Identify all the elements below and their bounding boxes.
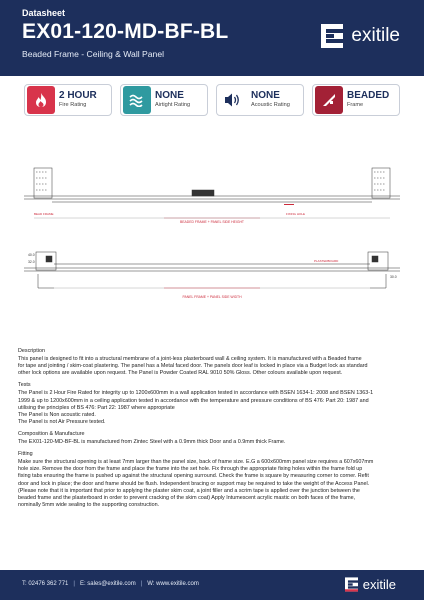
dimension-3: 30.0: [390, 275, 397, 279]
text-line: nominally 5mm wide sealing to the supporting construction.: [18, 501, 160, 508]
ceiling-section-drawing: [24, 168, 400, 202]
frame-icon: [315, 86, 343, 114]
exitile-logo-mark-icon: [345, 577, 358, 592]
text-line: utilising the principles of BS 476: Part 22: 1987 where appropriate: [18, 404, 175, 411]
product-code-title: EX01-120-MD-BF-BL: [22, 20, 229, 43]
fire-rating-value: 2 HOUR: [59, 90, 97, 102]
section-title: Fitting: [18, 451, 33, 458]
text-line: for tape and jointing / skim-coat plastering. The panel has a Metal faced door. The panels door leaf is locked in place via a Budget lock as standard: [18, 363, 368, 370]
flame-icon: [27, 86, 55, 114]
text-line: Make sure the structural opening is at least 7mm larger than the panel size, back of frame size. E.G a 600x600mm panel size requires a 607x607mm: [18, 459, 374, 466]
text-line: The EX01-120-MD-BF-BL is manufactured from Zintec Steel with a 0.9mm thick Door and a 0.9mm thick Frame.: [18, 439, 286, 446]
text-line: fixing tabs ensuring the frame is pushed up against the structural opening surround. Check the frame is square by measuring corner to corner. Refit: [18, 473, 369, 480]
rating-badges: [24, 84, 400, 116]
footer-banner: [0, 570, 424, 600]
section-title: Tests: [18, 382, 31, 389]
product-subtitle: Beaded Frame - Ceiling & Wall Panel: [22, 49, 165, 59]
fitting-section: [18, 451, 408, 509]
logo-wordmark: exitile: [351, 25, 400, 46]
airtight-rating-value: NONE: [155, 90, 184, 102]
text-line: beaded frame and the plasterboard in order to prevent cracking of the skim coat) Apply Intumescent acrylic mastic on both faces of the frame,: [18, 494, 356, 501]
acoustic-rating-label: Acoustic Rating: [251, 102, 290, 109]
frame-type-value: BEADED: [347, 90, 390, 102]
fire-rating-badge: [24, 84, 112, 116]
acoustic-rating-badge: [216, 84, 304, 116]
section-title: Composition & Manufacture: [18, 430, 85, 437]
dimension-1: 40.0: [28, 253, 35, 257]
text-line: other lock options are available upon request. The Panel is Powder Coated RAL 9010 50% Gloss. Other colours available upon request.: [18, 370, 343, 377]
speaker-icon: [219, 86, 247, 114]
website-address: W: www.exitile.com: [147, 581, 199, 587]
text-line: The Panel is Non acoustic rated.: [18, 411, 96, 418]
exitile-logo-mark-icon: [321, 24, 343, 48]
text-line: 1999 & up to 1200x600mm in a ceiling application tested in accordance with the temperature and pressure conditions of BS 476: Part 20: 1987 and: [18, 397, 369, 404]
email-address: E: sales@exitile.com: [79, 581, 136, 587]
bead-frame-note: BEAD FRAME: [34, 212, 54, 216]
footer-exitile-logo: [345, 577, 396, 592]
section-title: Description: [18, 348, 45, 354]
text-line: hole size. Remove the door from the frame and place the frame into the set hole. Fix through the appropriate fixing holes within the frame fold up: [18, 466, 363, 473]
description-section: [18, 348, 408, 377]
frame-type-label: Frame: [347, 102, 364, 109]
phone-number: T: 02476 362 771: [22, 581, 69, 587]
fire-rating-label: Fire Rating: [59, 102, 87, 109]
tests-section: [18, 382, 408, 426]
drawing-bottom-label: PANEL FRAME + PANEL SIDE WIDTH: [182, 295, 242, 299]
header-banner: [0, 0, 424, 76]
airtight-rating-badge: [120, 84, 208, 116]
drawing-top-label: BEADED FRAME + PANEL SIDE HEIGHT: [180, 220, 244, 224]
fixing-hole-note: FIXING HOLE: [286, 212, 306, 216]
acoustic-rating-value: NONE: [251, 90, 280, 102]
text-line: door and lock in place; the door and frame should be flush. Independent bracing or support may be required to take the weight of the Access Panel.: [18, 480, 370, 487]
footer-logo-wordmark: exitile: [362, 577, 396, 592]
text-line: (Please note that it is important that prior to applying the plaster skim coat, a joint filler and a scrim tape is applied over the junction between the: [18, 487, 360, 494]
datasheet-content: [18, 348, 408, 514]
airflow-icon: [123, 86, 151, 114]
exitile-logo: [321, 24, 400, 48]
text-line: The Panel is 2 Hour Fire Rated for integrity up to 1200x600mm in a wall application tested in accordance with BSEN 1634-1: 2008 and BSEN 1363-1: [18, 390, 374, 397]
doc-type-label: Datasheet: [22, 8, 66, 18]
technical-drawing: [14, 128, 410, 340]
text-line: This panel is designed to fit into a structural membrane of a joint-less plasterboard wall & ceiling system. It is manufactured with a Beaded frame: [18, 356, 362, 363]
composition-section: [18, 431, 408, 446]
frame-type-badge: [312, 84, 400, 116]
plasterboard-note: PLASTERBOARD: [314, 259, 339, 263]
text-line: The Panel is not Air Pressure tested.: [18, 418, 106, 425]
wall-section-drawing: [24, 252, 400, 288]
dimension-2: 32.0: [28, 260, 35, 264]
contact-details: T: 02476 362 771 | E: sales@exitile.com | W: www.exitile.com: [22, 581, 199, 587]
airtight-rating-label: Airtight Rating: [155, 102, 191, 109]
